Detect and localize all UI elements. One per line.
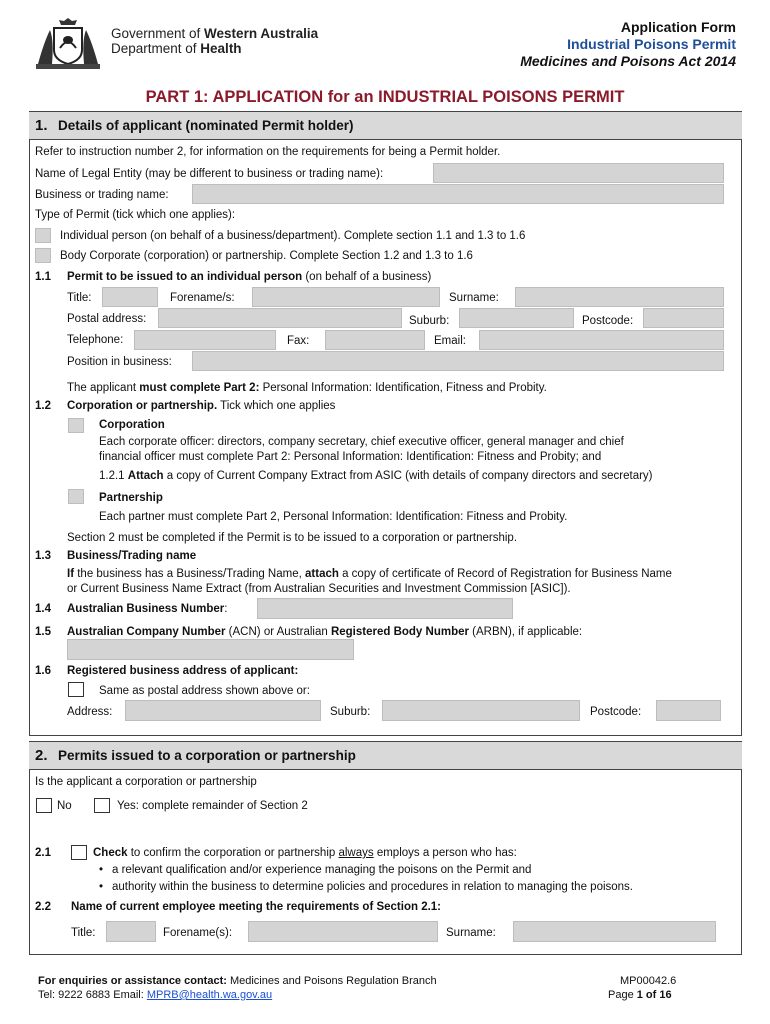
forenames-label: Forename/s: — [170, 292, 235, 304]
form-title: Application Form — [620, 19, 736, 35]
footer-enquiries: For enquiries or assistance contact: Medicines and Poisons Regulation Branch — [38, 975, 437, 987]
s1-1-title: Permit to be issued to an individual person (on behalf of a business) — [67, 271, 432, 283]
footer-contact: Tel: 9222 6883 Email: MPRB@health.wa.gov.au — [38, 989, 273, 1001]
email-link[interactable]: MPRB@health.wa.gov.au — [146, 989, 273, 1001]
corporation-attach: 1.2.1 Attach a copy of Current Company Extract from ASIC (with details of company directors and secretary) — [99, 470, 653, 482]
s1-2-number: 1.2 — [35, 400, 51, 412]
email-input[interactable] — [479, 330, 724, 350]
postcode-label: Postcode: — [582, 315, 634, 327]
section-1-intro: Refer to instruction number 2, for information on the requirements for being a Permit holder. — [35, 146, 501, 158]
postcode-input[interactable] — [643, 308, 724, 328]
department-name: Department of Health — [111, 41, 242, 56]
corp-question: Is the applicant a corporation or partnership — [35, 776, 257, 788]
forenames-input[interactable] — [252, 287, 440, 307]
s1-3-text-2: or Current Business Name Extract (from Australian Securities and Investment Commission [ASIC]). — [67, 583, 571, 595]
legal-entity-input[interactable] — [433, 163, 724, 183]
email-label: Email: — [434, 335, 466, 347]
crest-logo — [30, 14, 106, 72]
suburb-input[interactable] — [459, 308, 574, 328]
employee-title-input[interactable] — [106, 921, 156, 942]
type-individual-checkbox[interactable] — [35, 228, 51, 243]
employee-surname-label: Surname: — [446, 927, 496, 939]
partnership-text: Each partner must complete Part 2, Personal Information: Identification: Fitness and Probity. — [99, 511, 568, 523]
partnership-checkbox[interactable] — [68, 489, 84, 504]
section-2-title: Permits issued to a corporation or partnership — [58, 748, 356, 763]
bullet-2: • authority within the business to determine policies and procedures in relation to managing the poisons. — [99, 881, 634, 893]
yes-label: Yes: complete remainder of Section 2 — [117, 800, 308, 812]
act-name: Medicines and Poisons Act 2014 — [520, 53, 736, 69]
bullet-1: • a relevant qualification and/or experience managing the poisons on the Permit and — [99, 864, 532, 876]
employee-forenames-label: Forename(s): — [163, 927, 233, 939]
no-checkbox[interactable] — [36, 798, 52, 813]
s1-6-title: Registered business address of applicant: — [67, 665, 299, 677]
section-2-number: 2. — [35, 747, 48, 764]
position-label: Position in business: — [67, 356, 172, 368]
section-2-note: Section 2 must be completed if the Permit is to be issued to a corporation or partnership. — [67, 532, 518, 544]
corporation-text-2: financial officer must complete Part 2: Personal Information: Identification: Fitness and Probity; and — [99, 451, 602, 463]
section-2-header — [29, 742, 742, 770]
part-title: PART 1: APPLICATION for an INDUSTRIAL POISONS PERMIT — [145, 88, 625, 106]
permit-type-label: Type of Permit (tick which one applies): — [35, 209, 236, 221]
corporation-label: Corporation — [99, 419, 165, 431]
type-individual-label: Individual person (on behalf of a business/department). Complete section 1.1 and 1.3 to 1.6 — [60, 230, 526, 242]
no-label: No — [57, 800, 72, 812]
telephone-input[interactable] — [134, 330, 276, 350]
type-corporate-checkbox[interactable] — [35, 248, 51, 263]
business-name-input[interactable] — [192, 184, 724, 204]
same-as-postal-label: Same as postal address shown above or: — [99, 685, 310, 697]
fax-input[interactable] — [325, 330, 425, 350]
surname-label: Surname: — [449, 292, 499, 304]
reg-address-label: Address: — [67, 706, 113, 718]
s2-2-title: Name of current employee meeting the requirements of Section 2.1: — [71, 901, 442, 913]
s1-3-number: 1.3 — [35, 550, 51, 562]
employee-surname-input[interactable] — [513, 921, 716, 942]
partnership-label: Partnership — [99, 492, 163, 504]
s1-2-title: Corporation or partnership. Tick which one applies — [67, 400, 336, 412]
yes-checkbox[interactable] — [94, 798, 110, 813]
government-name: Government of Western Australia — [111, 26, 319, 41]
acn-input[interactable] — [67, 639, 354, 660]
abn-input[interactable] — [257, 598, 513, 619]
surname-input[interactable] — [515, 287, 724, 307]
s1-5-number: 1.5 — [35, 626, 51, 638]
reg-suburb-label: Suburb: — [330, 706, 371, 718]
reg-suburb-input[interactable] — [382, 700, 580, 721]
employee-forenames-input[interactable] — [248, 921, 438, 942]
title-input[interactable] — [102, 287, 158, 307]
s1-1-number: 1.1 — [35, 271, 51, 283]
reg-postcode-input[interactable] — [656, 700, 721, 721]
s2-2-number: 2.2 — [35, 901, 51, 913]
must-complete-note: The applicant must complete Part 2: Personal Information: Identification, Fitness and Probity. — [67, 382, 547, 394]
reg-postcode-label: Postcode: — [590, 706, 642, 718]
s2-1-number: 2.1 — [35, 847, 51, 859]
reg-address-input[interactable] — [125, 700, 321, 721]
s2-1-checkbox[interactable] — [71, 845, 87, 860]
position-input[interactable] — [192, 351, 724, 371]
s1-3-title: Business/Trading name — [67, 550, 197, 562]
s1-6-number: 1.6 — [35, 665, 51, 677]
same-as-postal-checkbox[interactable] — [68, 682, 84, 697]
s1-3-text-1: If the business has a Business/Trading Name, attach a copy of certificate of Record of Registration for Business Name — [67, 568, 672, 580]
permit-name: Industrial Poisons Permit — [567, 36, 736, 52]
postal-address-input[interactable] — [158, 308, 402, 328]
s1-4-number: 1.4 — [35, 603, 51, 615]
corporation-checkbox[interactable] — [68, 418, 84, 433]
title-label: Title: — [67, 292, 92, 304]
telephone-label: Telephone: — [67, 334, 124, 346]
section-1-number: 1. — [35, 117, 48, 134]
form-code: MP00042.6 — [620, 975, 677, 987]
employee-title-label: Title: — [71, 927, 96, 939]
legal-entity-label: Name of Legal Entity (may be different to business or trading name): — [35, 168, 384, 180]
business-name-label: Business or trading name: — [35, 189, 169, 201]
fax-label: Fax: — [287, 335, 310, 347]
type-corporate-label: Body Corporate (corporation) or partnership. Complete Section 1.2 and 1.3 to 1.6 — [60, 250, 473, 262]
postal-address-label: Postal address: — [67, 313, 147, 325]
corporation-text-1: Each corporate officer: directors, company secretary, chief executive officer, general manager and chief — [99, 436, 624, 448]
s2-1-text: Check to confirm the corporation or partnership always employs a person who has: — [93, 847, 517, 859]
s1-4-title: Australian Business Number: — [67, 603, 228, 615]
suburb-label: Suburb: — [409, 315, 450, 327]
section-1-title: Details of applicant (nominated Permit holder) — [58, 118, 354, 133]
s1-5-title: Australian Company Number (ACN) or Australian Registered Body Number (ARBN), if applicable: — [67, 626, 583, 638]
section-1-header — [29, 112, 742, 140]
page-number: Page 1 of 16 — [608, 989, 672, 1001]
